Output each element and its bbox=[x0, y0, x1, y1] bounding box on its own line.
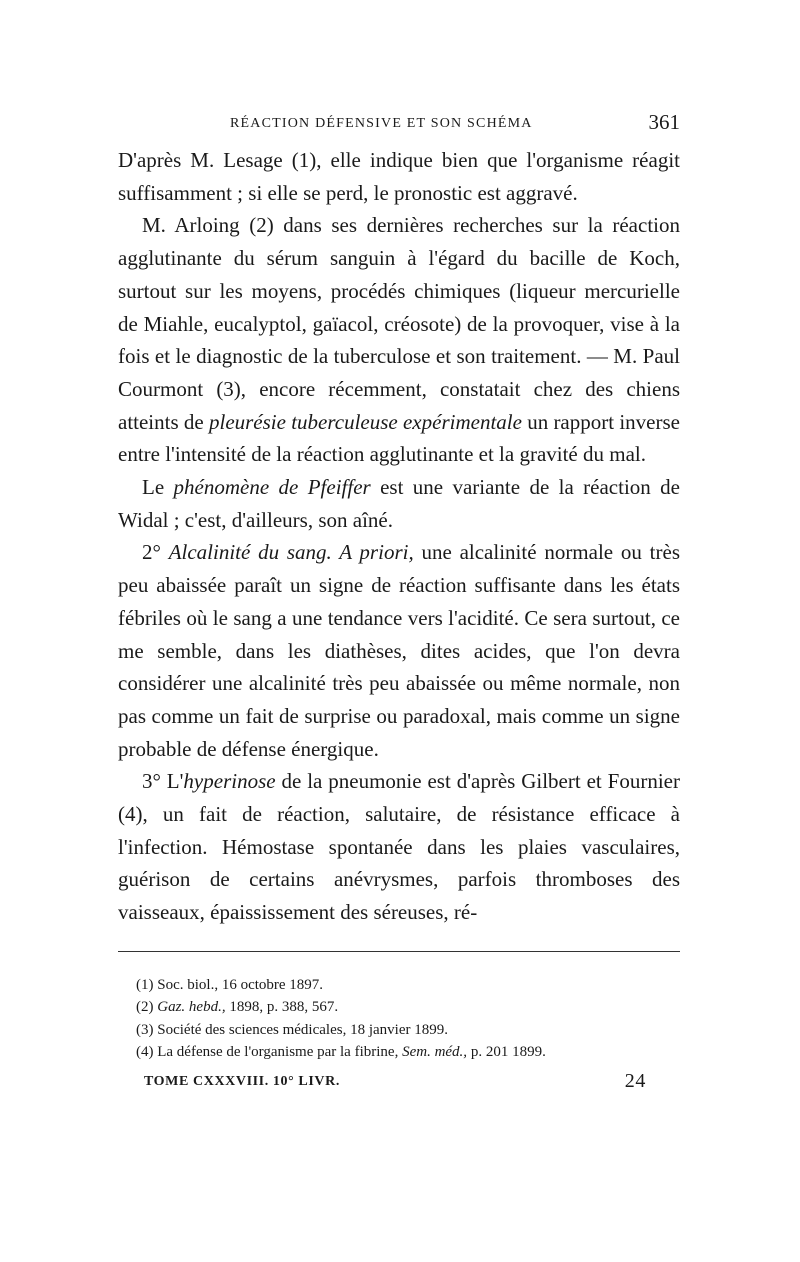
paragraph bbox=[118, 144, 680, 209]
footnote bbox=[118, 974, 680, 997]
text-run: (4) La défense de l'organisme par la fibrine, bbox=[136, 1044, 403, 1061]
italic-run: hyperinose bbox=[183, 769, 276, 794]
italic-run: Sem. méd., bbox=[402, 1044, 468, 1061]
text-run: Le bbox=[142, 475, 174, 500]
footnote bbox=[118, 996, 680, 1019]
text-run: 3° L' bbox=[142, 769, 184, 794]
page-number: 361 bbox=[648, 110, 680, 134]
text-run: un rapport inverse entre l'intensité de la réaction agglutinante et la gravité du mal. bbox=[118, 409, 680, 467]
italic-run: pleurésie tuberculeuse expérimentale bbox=[208, 409, 522, 434]
text-run: (2) bbox=[136, 999, 158, 1016]
running-head bbox=[118, 110, 680, 144]
text-run: de la pneumonie est d'après Gilbert et Fournier (4), un fait de réaction, salutaire, de résistance efficace à l'infection. Hémostase spontanée dans les plaies vasculaires, guérison de certains anévrysmes, parfois thromboses des vaisseaux, épaississement des séreuses, ré- bbox=[118, 769, 680, 925]
text-run: est une variante de la réaction de Widal ; c'est, d'ailleurs, son aîné. bbox=[118, 475, 680, 532]
book-page bbox=[118, 110, 680, 1100]
text-run: M. Arloing (2) dans ses dernières recherches sur la réaction agglutinante du sérum sanguin à l'égard du bacille de Koch, surtout sur les moyens, procédés chimiques (liqueur mercurielle de Miahle, eucalyptol, gaïacol, créosote) de la provoquer, vise à la fois et le diagnostic de la tuberculose et son traitement. — M. Paul Courmont (3), encore récemment, constatait chez des chiens atteints de bbox=[118, 213, 680, 434]
text-run: (1) Soc. biol., 16 octobre 1897. bbox=[136, 976, 324, 993]
italic-run: Alcalinité du sang. A priori, bbox=[168, 540, 414, 565]
text-run: D'après M. Lesage (1), elle indique bien que l'organisme réagit suffisamment ; si elle se perd, le pronostic est aggravé. bbox=[118, 148, 680, 205]
text-run: 1898, p. 388, 567. bbox=[225, 999, 339, 1016]
italic-run: Gaz. hebd., bbox=[157, 999, 226, 1016]
footnote-rule bbox=[118, 951, 680, 952]
text-run: 2° bbox=[142, 540, 169, 565]
footnotes bbox=[118, 974, 680, 1064]
text-run: (3) Société des sciences médicales, 18 janvier 1899. bbox=[136, 1021, 448, 1038]
paragraph bbox=[118, 209, 680, 471]
footnote bbox=[118, 1041, 680, 1064]
running-head-title: RÉACTION DÉFENSIVE ET SON SCHÉMA bbox=[230, 116, 533, 131]
signature-number: 24 bbox=[624, 1069, 646, 1092]
paragraph bbox=[118, 471, 680, 536]
printer-signature bbox=[118, 1070, 680, 1100]
paragraph bbox=[118, 765, 680, 929]
body-text bbox=[118, 144, 680, 929]
footnote bbox=[118, 1019, 680, 1042]
paragraph bbox=[118, 536, 680, 765]
italic-run: phénomène de Pfeiffer bbox=[173, 475, 371, 500]
text-run: p. 201 1899. bbox=[467, 1044, 546, 1061]
signature-mark: TOME CXXXVIII. 10° LIVR. bbox=[144, 1073, 340, 1089]
text-run: une alcalinité normale ou très peu abaissée paraît un signe de réaction suffisante dans les états fébriles où le sang a une tendance vers l'acidité. Ce sera surtout, ce me semble, dans les diathèses, dites acides, que l'on devra considérer une alcalinité très peu abaissée ou même normale, non pas comme un fait de surprise ou paradoxal, mais comme un signe probable de défense énergique. bbox=[118, 540, 680, 761]
